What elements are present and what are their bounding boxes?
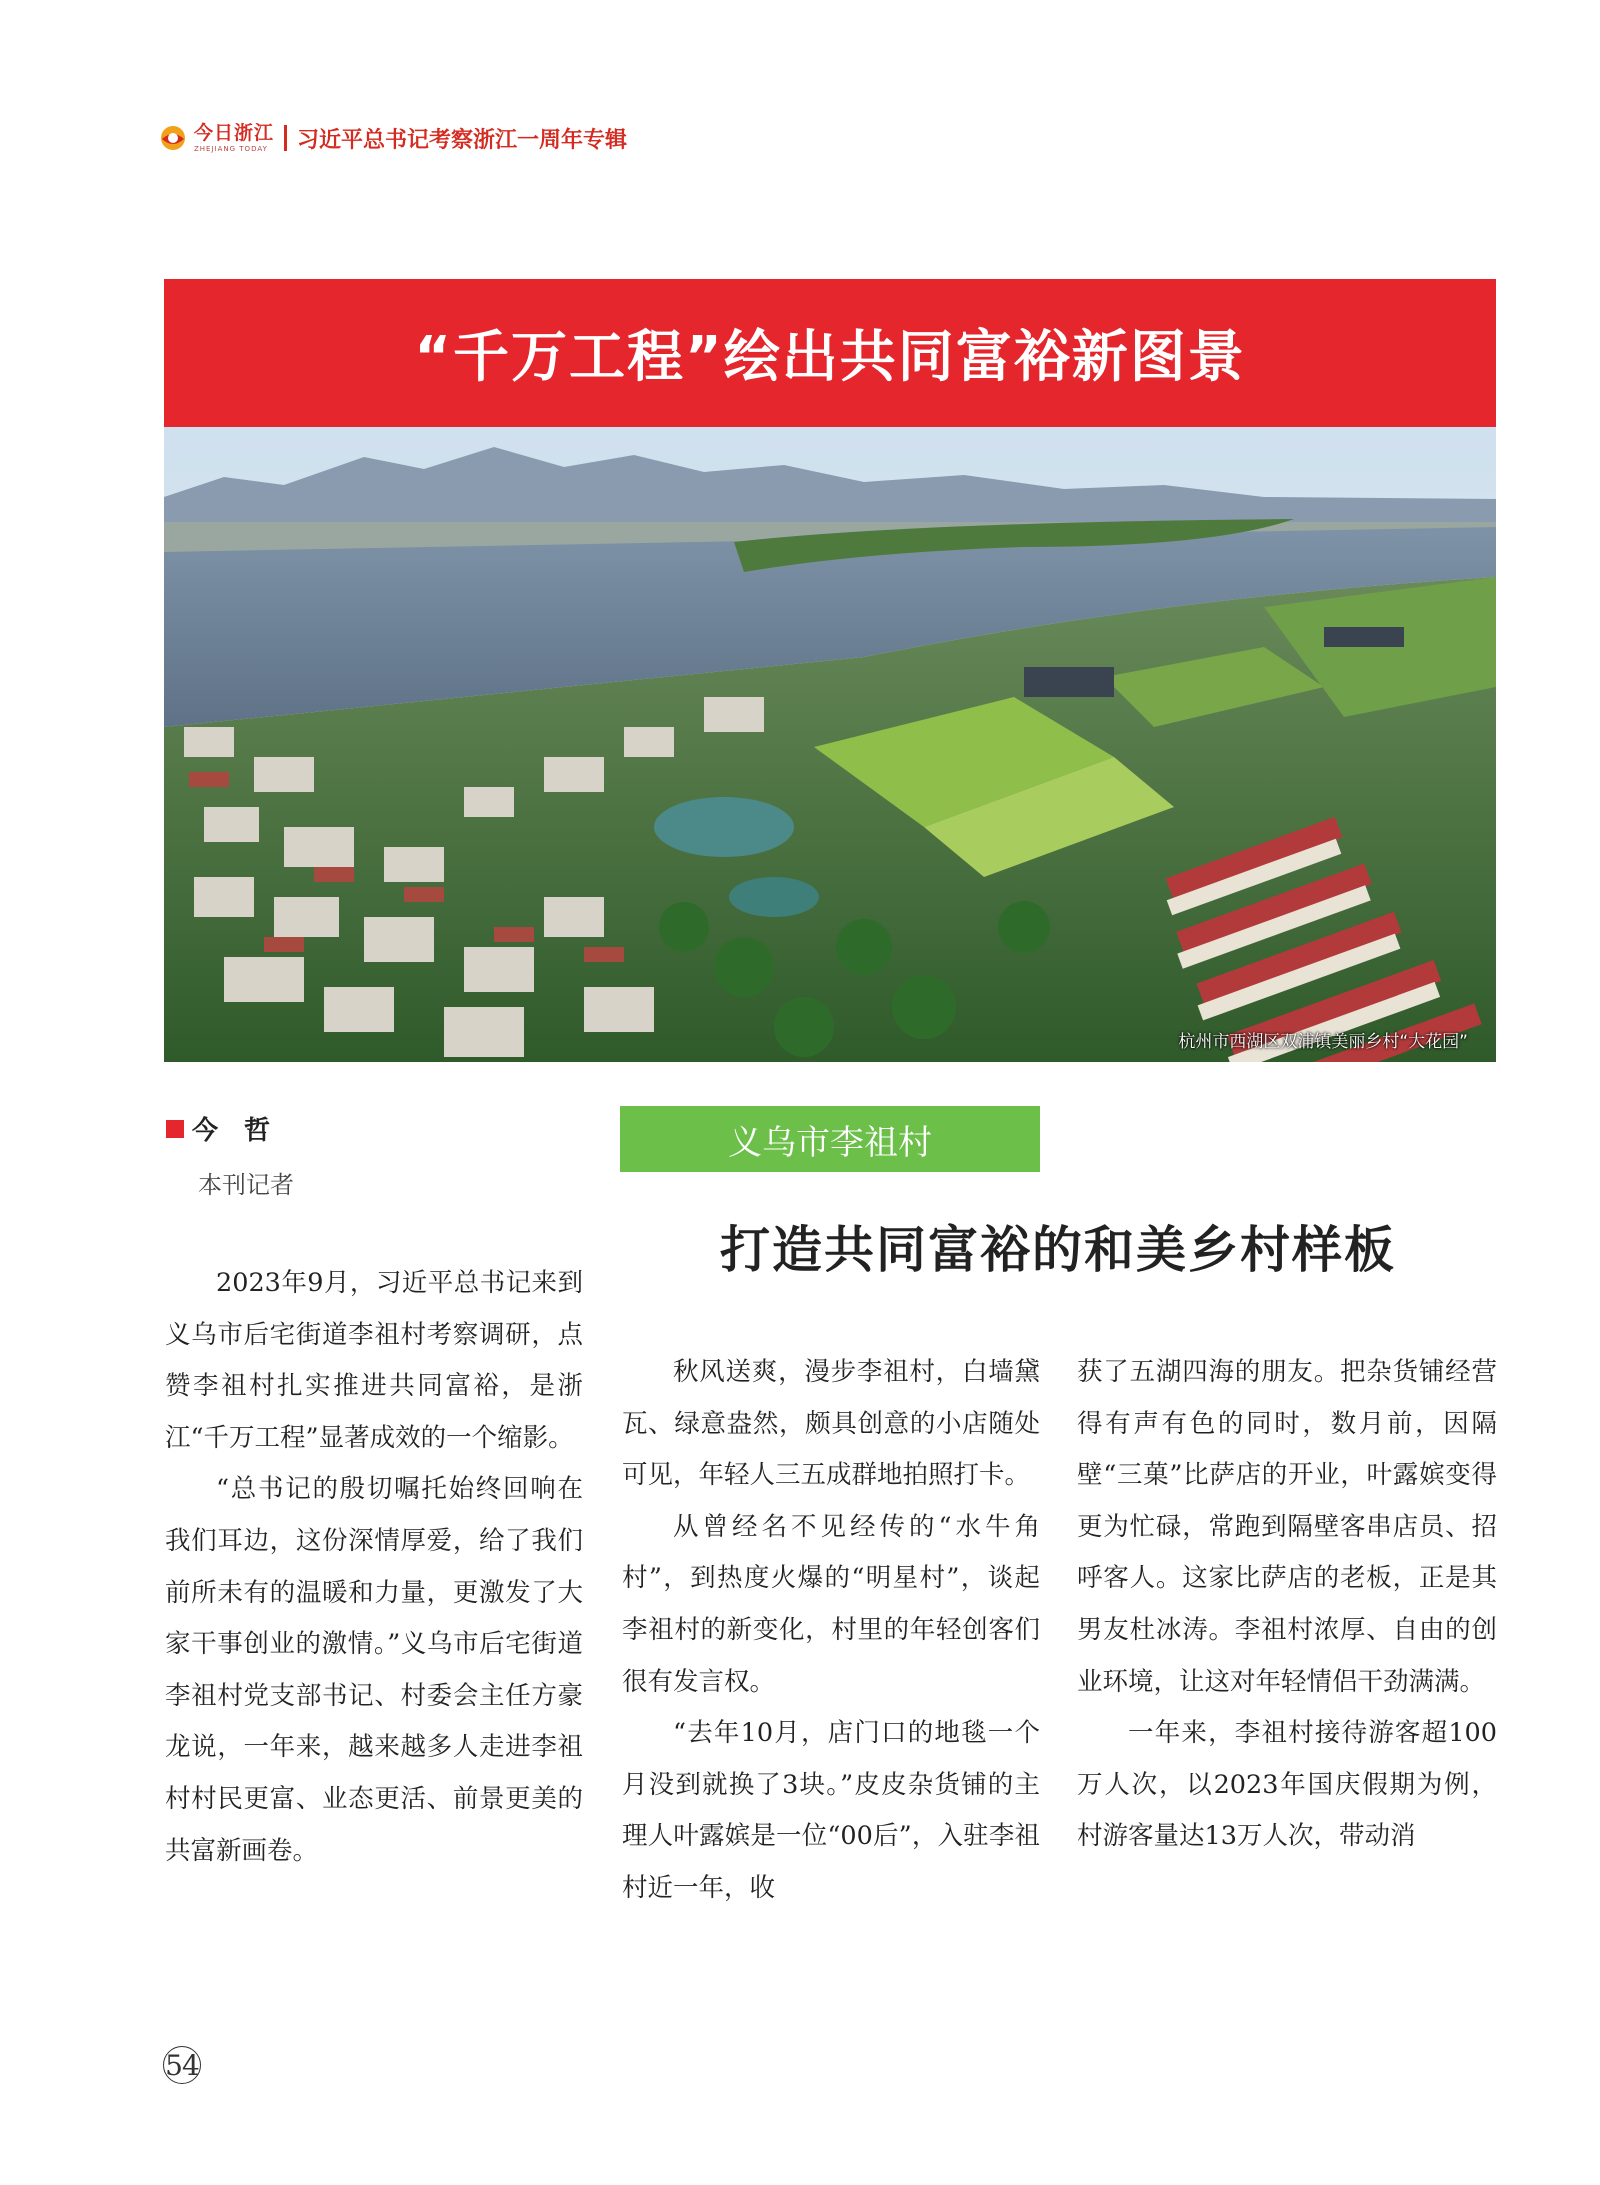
publication-logo: [158, 123, 274, 153]
paragraph-continued: 获了五湖四海的朋友。把杂货铺经营得有声有色的同时，数月前，因隔壁“三菓”比萨店的开业，叶露嫔变得更为忙碌，常跑到隔壁客串店员、招呼客人。这家比萨店的老板，正是其男友杜冰涛。李祖村浓厚、自由的创业环境，让这对年轻情侣干劲满满。: [1077, 1357, 1497, 1697]
photo-caption: 杭州市西湖区双浦镇美丽乡村“大花园”: [1178, 1032, 1468, 1052]
paragraph: “去年10月，店门口的地毯一个月没到就换了3块。”皮皮杂货铺的主理人叶露嫔是一位“00后”，入驻李祖村近一年，收: [622, 1718, 1040, 1903]
special-issue-title: 习近平总书记考察浙江一周年专辑: [297, 127, 628, 153]
red-square-icon: [166, 1120, 184, 1138]
author-role: 本刊记者: [198, 1171, 294, 1199]
paragraph: 从曾经名不见经传的“水牛角村”，到热度火爆的“明星村”，谈起李祖村的新变化，村里的年轻创客们很有发言权。: [622, 1511, 1040, 1697]
masthead: [158, 118, 627, 158]
logo-chinese-text: 今日浙江: [194, 121, 275, 144]
paragraph: 秋风送爽，漫步李祖村，白墙黛瓦、绿意盎然，颇具创意的小店随处可见，年轻人三五成群地拍照打卡。: [622, 1357, 1040, 1491]
text-column-3: [1077, 1347, 1497, 1863]
headline-banner: [164, 279, 1496, 427]
page-number: 54: [163, 2046, 201, 2084]
banner-title: “千万工程”绘出共同富裕新图景: [414, 325, 1246, 390]
masthead-divider: [284, 125, 287, 151]
paragraph: 一年来，李祖村接待游客超100万人次，以2023年国庆假期为例，村游客量达13万人次，带动消: [1077, 1718, 1497, 1852]
sun-logo-icon: [158, 123, 188, 153]
aerial-village-photo: [164, 427, 1496, 1062]
author-name-text: 今 哲: [192, 1116, 271, 1146]
paragraph: 2023年9月，习近平总书记来到义乌市后宅街道李祖村考察调研，点赞李祖村扎实推进共同富裕，是浙江“千万工程”显著成效的一个缩影。: [165, 1268, 583, 1453]
byline: [166, 1110, 294, 1200]
text-column-1: [165, 1258, 583, 1877]
text-column-2: [622, 1347, 1040, 1915]
article-title: 打造共同富裕的和美乡村样板: [720, 1220, 1396, 1279]
logo-english-text: ZHEJIANG TODAY: [194, 144, 268, 153]
paragraph: “总书记的殷切嘱托始终回响在我们耳边，这份深情厚爱，给了我们前所未有的温暖和力量，更激发了大家干事创业的激情。”义乌市后宅街道李祖村党支部书记、村委会主任方豪龙说，一年来，越来越多人走进李祖村村民更富、业态更活、前景更美的共富新画卷。: [165, 1474, 583, 1866]
author-name: [166, 1110, 294, 1147]
section-label: 义乌市李祖村: [620, 1106, 1040, 1172]
